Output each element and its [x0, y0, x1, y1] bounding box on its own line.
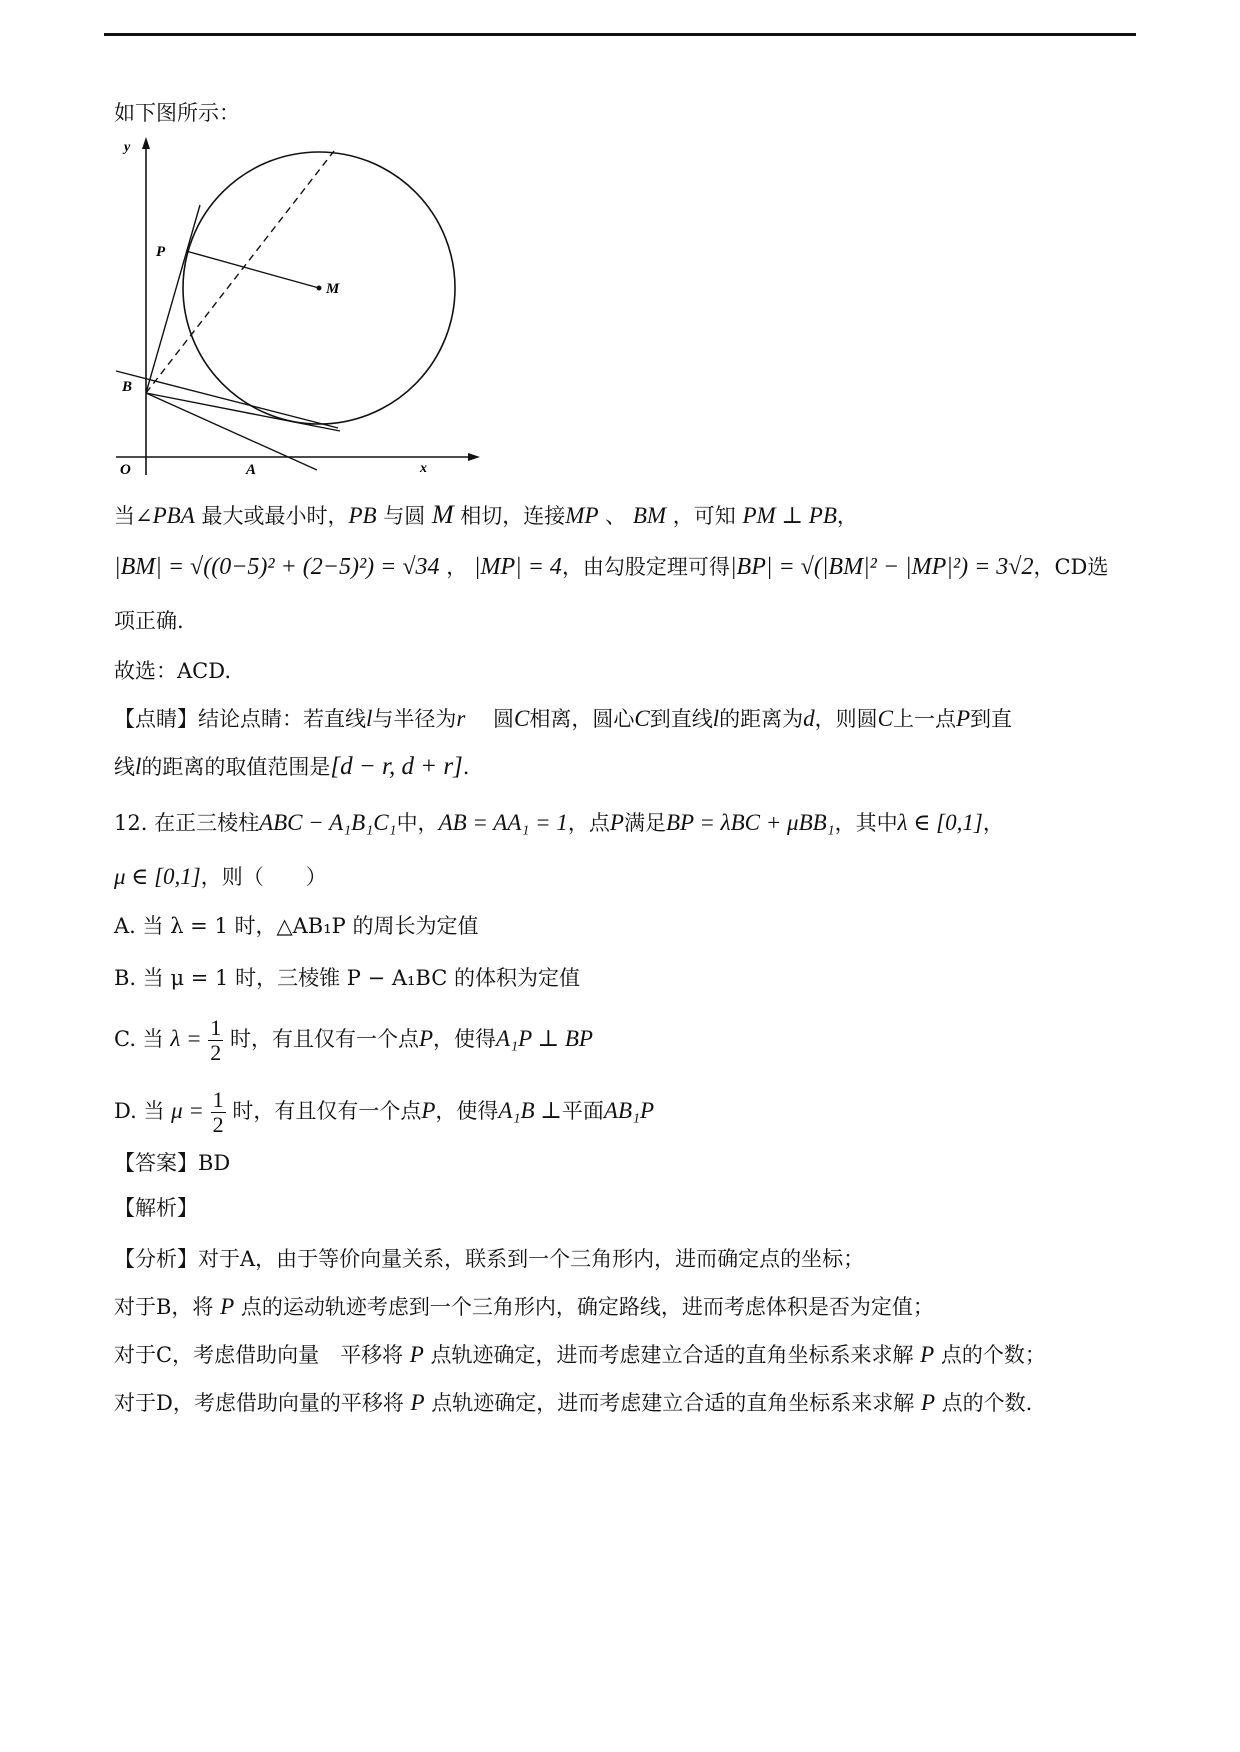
- text: 最大或最小时，: [194, 504, 349, 528]
- label-b: B: [122, 379, 133, 395]
- answer-line: 【答案】BD: [114, 1151, 231, 1175]
- text: 与圆: [376, 504, 432, 528]
- text: ，: [836, 504, 858, 528]
- vector-equation: BP = λBC + μBB₁: [665, 810, 835, 835]
- tangent-line-lower: [146, 393, 340, 431]
- tangent-line-upper: [146, 205, 200, 393]
- question-12-stem: 12. 在正三棱柱ABC − A₁B₁C₁中，AB = AA₁ = 1，点P满足BP = λBC + μBB₁，其中λ ∈ [0,1]，: [114, 810, 1004, 835]
- math: MP: [565, 503, 599, 528]
- option-a: A. 当 λ = 1 时，△AB₁P 的周长为定值: [114, 914, 479, 938]
- header-rule: [104, 33, 1136, 36]
- solution-line-3: 项正确.: [114, 609, 184, 633]
- text: ，可知: [666, 504, 743, 528]
- dashed-line-bm: [146, 151, 334, 393]
- text: 当∠: [114, 504, 153, 528]
- line-through-b: [116, 371, 338, 428]
- text: ，由勾股定理可得: [561, 555, 730, 579]
- solution-line-1: [114, 500, 858, 531]
- geometry-figure: [112, 135, 492, 480]
- label-x: x: [420, 461, 427, 476]
- math: PM ⊥ PB: [742, 503, 837, 528]
- text: ，CD选: [1033, 555, 1109, 579]
- point-m: [317, 286, 322, 291]
- text: 相切，连接: [453, 504, 566, 528]
- question-12-stem-2: μ ∈ [0,1]，则（ ）: [114, 864, 327, 889]
- label-p: P: [156, 244, 166, 260]
- analysis-line-4: 对于D，考虑借助向量的平移将 P 点轨迹确定，进而考虑建立合适的直角坐标系来求解 P 点的个数.: [114, 1390, 1033, 1415]
- formula-mp: |MP| = 4: [473, 554, 562, 580]
- math: PB: [348, 503, 377, 528]
- tip-line-1: 【点睛】结论点睛：若直线l与半径为r 圆C相离，圆心C到直线l的距离为d，则圆C上一点P到直: [114, 706, 1013, 731]
- option-d: D. 当 μ = $\frac{1}{2}$ 时，有且仅有一个点P，使得A₁B ⊥平面AB₁P: [114, 1087, 655, 1137]
- label-y: y: [124, 140, 131, 155]
- math: M: [431, 500, 454, 529]
- choice-line: 故选：ACD.: [114, 659, 231, 683]
- tip-line-2: 线l的距离的取值范围是[d − r, d + r].: [114, 753, 470, 780]
- label-m: M: [326, 281, 340, 297]
- analysis-line-2: 对于B，将 P 点的运动轨迹考虑到一个三角形内，确定路线，进而考虑体积是否为定值；: [114, 1294, 934, 1319]
- option-b: B. 当 μ = 1 时，三棱锥 P − A₁BC 的体积为定值: [114, 966, 580, 990]
- formula-bp: |BP| = √(|BM|² − |MP|²) = 3√2: [729, 554, 1034, 580]
- solution-line-2: |BM| = √((0−5)² + (2−5)²) = √34 ， |MP| = 4，由勾股定理可得|BP| = √(|BM|² − |MP|²) = 3√2，CD选: [114, 554, 1109, 580]
- label-origin: O: [120, 462, 131, 478]
- analysis-heading: 【解析】: [114, 1196, 198, 1220]
- x-axis-arrow: [468, 453, 480, 461]
- line-ba: [146, 393, 317, 470]
- analysis-line-1: 【分析】对于A，由于等价向量关系，联系到一个三角形内，进而确定点的坐标；: [114, 1247, 865, 1271]
- analysis-line-3: 对于C，考虑借助向量 平移将 P 点轨迹确定，进而考虑建立合适的直角坐标系来求解 P 点的个数；: [114, 1342, 1046, 1367]
- math: BM: [632, 503, 667, 528]
- option-c: C. 当 λ = $\frac{1}{2}$ 时，有且仅有一个点P，使得A₁P ⊥ BP: [114, 1015, 593, 1065]
- text: 、: [598, 504, 633, 528]
- y-axis-arrow: [142, 137, 150, 149]
- math: PBA: [152, 503, 195, 528]
- formula-bm: |BM| = √((0−5)² + (2−5)²) = √34: [114, 554, 440, 580]
- intro-text: 如下图所示：: [114, 101, 240, 125]
- label-a: A: [246, 462, 257, 478]
- fraction-half: $\frac{1}{2}$: [212, 1087, 224, 1137]
- fraction-half: $\frac{1}{2}$: [210, 1015, 222, 1065]
